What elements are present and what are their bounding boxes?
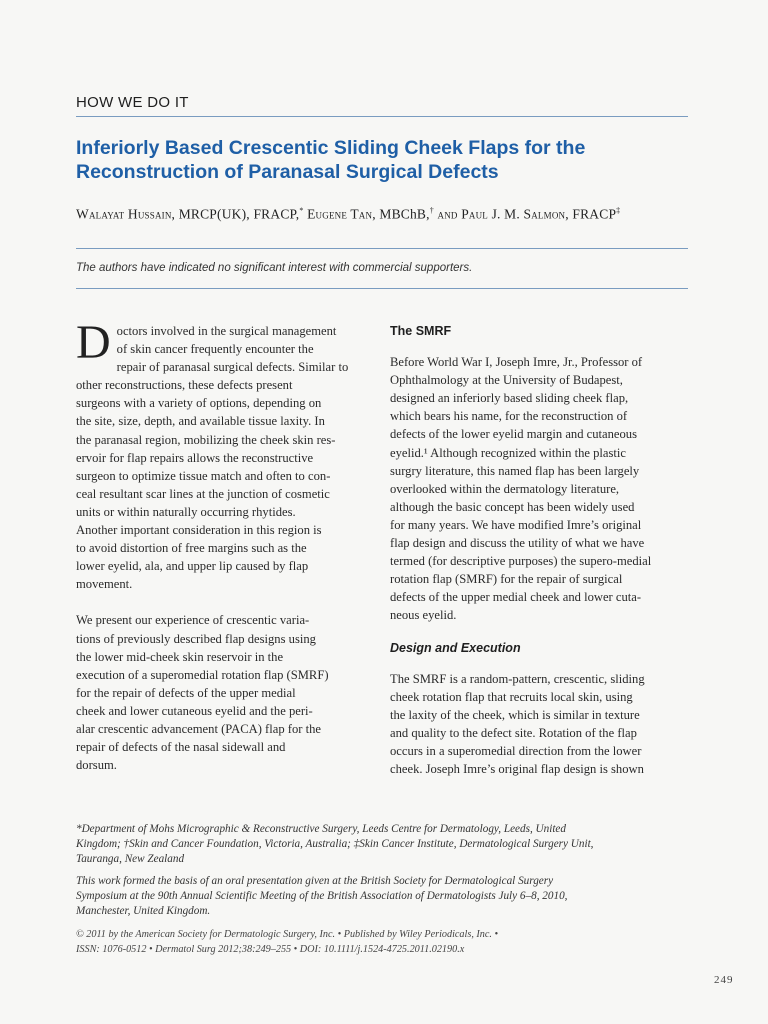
title-line: Inferiorly Based Crescentic Sliding Cheek Flaps for the [76,137,586,159]
text-line: the laxity of the cheek, which is similar in texture [390,707,640,722]
footnote-line: Kingdom; †Skin and Cancer Foundation, Victoria, Australia; ‡Skin Cancer Institute, Dermatological Surgery Unit, [76,838,594,851]
paragraph-gap [390,625,690,639]
text-line: defects of the lower eyelid margin and cutaneous [390,427,638,442]
footnote-line: Manchester, United Kingdom. [76,905,211,918]
text-line: execution of a superomedial rotation flap (SMRF) [76,667,329,682]
title-line: Reconstruction of Paranasal Surgical Defects [76,161,499,183]
text-line: tions of previously described flap designs using [76,631,316,646]
author-credentials: , MBChB, [372,206,430,222]
text-line: occurs in a superomedial direction from the lower [390,743,642,758]
section-label: HOW WE DO IT [76,94,189,111]
text-line: The SMRF is a random-pattern, crescentic, sliding [390,671,645,686]
text-line: ervoir for flap repairs allows the reconstructive [76,450,314,465]
text-line: dorsum. [76,758,117,773]
author-name: Eugene Tan [307,206,373,222]
footnote-line: Tauranga, New Zealand [76,853,185,866]
disclosure-rule-bottom [76,288,688,289]
page-number: 249 [714,974,734,986]
text-line: although the basic concept has been widely used [390,499,635,514]
text-line: rotation flap (SMRF) for the repair of surgical [390,572,623,587]
text-line: repair of defects of the nasal sidewall and [76,740,286,755]
author-credentials: , FRACP [565,206,617,222]
footnotes [76,822,696,964]
affiliation-mark: * [299,206,304,215]
body-paragraph [390,670,690,779]
text-line: termed (for descriptive purposes) the supero-medial [390,554,652,569]
text-line: the paranasal region, mobilizing the cheek skin res- [76,432,336,447]
footnote-line: *Department of Mohs Micrographic & Reconstructive Surgery, Leeds Centre for Dermatology, Leeds, United [76,823,566,835]
text-line: Before World War I, Joseph Imre, Jr., Professor of [390,355,643,370]
text-line: cheek and lower cutaneous eyelid and the peri- [76,703,313,718]
text-line: alar crescentic advancement (PACA) flap for the [76,721,322,736]
affiliation-mark: † [429,206,434,215]
text-line: the lower mid-cheek skin reservoir in the [76,649,284,664]
text-line: repair of paranasal surgical defects. Similar to [116,360,349,375]
section-heading: The SMRF [390,324,452,338]
author-list [76,206,716,223]
footnote-line: Symposium at the 90th Annual Scientific Meeting of the British Association of Dermatologists July 6–8, 2010, [76,889,568,902]
intro-paragraph [76,316,376,593]
author-name: Paul J. M. Salmon [461,206,566,222]
header-rule [76,116,688,117]
text-line: for the repair of defects of the upper medial [76,685,296,700]
text-line: cheek. Joseph Imre’s original flap design is shown [390,762,644,777]
text-line: of skin cancer frequently encounter the [116,342,314,357]
text-line: which bears his name, for the reconstruction of [390,409,628,424]
text-line: movement. [76,577,133,592]
text-line: cheek rotation flap that recruits local skin, using [390,689,633,704]
left-column [76,316,376,774]
text-line: overlooked within the dermatology literature, [390,481,620,496]
text-line: neous eyelid. [390,608,457,623]
text-line: eyelid.¹ Although recognized within the plastic [390,445,627,460]
disclosure-rule-top [76,248,688,249]
text-line: octors involved in the surgical management [116,324,337,338]
text-line: Another important consideration in this region is [76,523,322,538]
text-line: designed an inferiorly based sliding cheek flap, [390,391,629,406]
text-line: to avoid distortion of free margins such as the [76,541,307,556]
copyright-footnote [76,927,696,957]
section-heading: Design and Execution [390,640,521,655]
text-line: other reconstructions, these defects present [76,378,293,393]
text-line: surgry literature, this named flap has been largely [390,463,640,478]
text-line: units or within naturally occurring rhytides. [76,504,296,519]
text-line: for many years. We have modified Imre’s original [390,517,642,532]
author-conjunction: and [437,206,458,222]
disclosure-statement: The authors have indicated no significant interest with commercial supporters. [76,262,473,274]
right-column [390,322,690,778]
body-paragraph [76,611,376,774]
text-line: the site, size, depth, and available tissue laxity. In [76,414,325,429]
author-name: Walayat Hussain [76,206,172,222]
paragraph-gap [76,593,376,611]
text-line: surgeon to optimize tissue match and often to con- [76,468,331,483]
footnote-line: © 2011 by the American Society for Dermatologic Surgery, Inc. • Published by Wiley Periodicals, Inc. • [76,929,499,941]
affiliation-mark: ‡ [616,206,621,215]
footnote-line: This work formed the basis of an oral presentation given at the British Society for Dermatological Surgery [76,874,554,887]
author-credentials: , MRCP(UK), FRACP, [171,206,300,222]
text-line: We present our experience of crescentic varia- [76,613,310,628]
text-line: and quality to the defect site. Rotation of the flap [390,725,637,740]
text-line: flap design and discuss the utility of what we have [390,536,645,551]
text-line: defects of the upper medial cheek and lower cuta- [390,590,642,605]
affiliations-footnote [76,822,696,868]
body-paragraph [390,353,690,624]
text-line: Ophthalmology at the University of Budapest, [390,373,623,388]
footnote-line: ISSN: 1076-0512 • Dermatol Surg 2012;38:249–255 • DOI: 10.1111/j.1524-4725.2011.02190.x [76,944,465,956]
text-line: surgeons with a variety of options, depending on [76,396,322,411]
text-line: ceal resultant scar lines at the junction of cosmetic [76,486,330,501]
article-title [76,136,696,184]
drop-cap: D [76,316,111,369]
presentation-footnote [76,874,696,920]
text-line: lower eyelid, ala, and upper lip caused by flap [76,559,309,574]
